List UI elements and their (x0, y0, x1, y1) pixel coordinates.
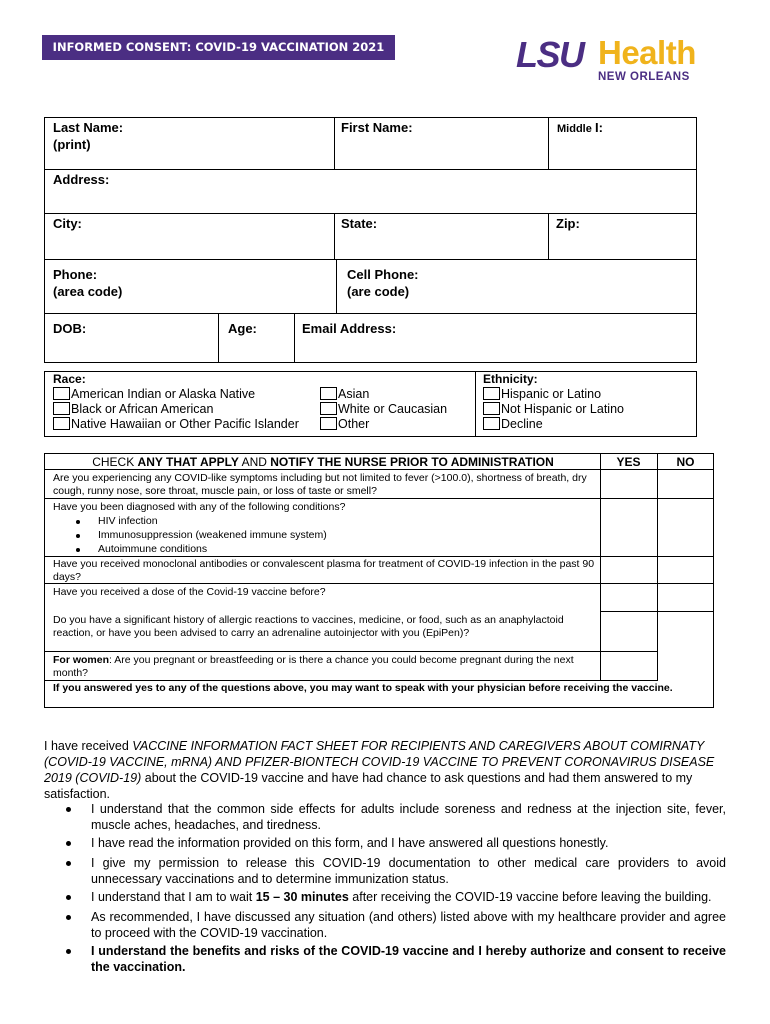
city-label: City: (53, 216, 82, 231)
consent-bullet-read-info: I have read the information provided on this form, and I have answered all questions honestly. (91, 835, 726, 851)
ethnicity-label: Ethnicity: (483, 372, 538, 386)
zip-label: Zip: (556, 216, 580, 231)
middle-label: Middle (557, 123, 592, 135)
fact-sheet-title: VACCINE INFORMATION FACT SHEET FOR RECIPIENTS AND CAREGIVERS ABOUT COMIRNATY (COVID-19 VACCINE, mRNA) AND PFIZER-BIONTECH COVID-19 VACCINE TO PREVENT CORONAVIRUS DISEASE 2019 (COVID-19) (44, 739, 715, 785)
consent-bullet-side-effects: I understand that the common side effects for adults include soreness and redness at the injection site, fever, muscle aches, headaches, and tiredness. (91, 802, 726, 832)
cell-phone-field[interactable] (430, 262, 692, 310)
wait-duration: 15 – 30 minutes (255, 890, 349, 904)
email-field[interactable] (405, 316, 692, 360)
address-field[interactable] (120, 172, 690, 210)
race-option-label: Native Hawaiian or Other Pacific Islander (71, 417, 299, 431)
first-name-field[interactable] (420, 120, 544, 165)
logo-lsu: LSU (516, 34, 584, 75)
consent-bullet-discussed: As recommended, I have discussed any situation (and others) listed above with my healthcare provider and agree to proceed with the COVID-19 vaccination. (91, 910, 726, 940)
intro-text-end: about the COVID-19 vaccine and have had chance to ask questions and had them answered to my satisfaction. (44, 771, 693, 801)
question-previous-dose: Have you received a dose of the Covid-19 vaccine before? (53, 586, 326, 598)
age-field[interactable] (262, 316, 292, 360)
ethnicity-option-label: Not Hispanic or Latino (501, 402, 624, 416)
race-option-pacific-islander[interactable] (53, 417, 299, 432)
checkbox[interactable] (320, 402, 337, 415)
state-label: State: (341, 216, 378, 231)
answer-no-symptoms[interactable] (658, 470, 714, 498)
yes-column-header: YES (616, 455, 641, 469)
questions-footer-note: If you answered yes to any of the questions above, you may want to speak with your physician before receiving the vaccine. (53, 682, 673, 694)
condition-item: Immunosuppression (weakened immune system) (98, 529, 327, 541)
phone-field[interactable] (140, 262, 330, 310)
city-field[interactable] (90, 216, 330, 256)
pregnancy-text: : Are you pregnant or breastfeeding or is there a chance you could become pregnant during the next month? (53, 654, 574, 679)
race-option-other[interactable] (320, 417, 369, 432)
checkbox[interactable] (53, 402, 70, 415)
race-option-label: American Indian or Alaska Native (71, 387, 256, 401)
form-title-box (42, 35, 395, 60)
answer-no-previous-dose[interactable] (658, 584, 714, 611)
consent-intro (44, 738, 734, 802)
question-allergies: Do you have a significant history of allergic reactions to vaccines, medicine, or food, such as an anaphylactoid reaction, or have you been advised to carry an adrenaline autoinjector with you (EpiPen)? (53, 614, 564, 639)
consent-bullet-authorize: I understand the benefits and risks of the COVID-19 vaccine and I hereby authorize and consent to receive the vaccination. (91, 944, 726, 974)
lsu-health-logo (516, 34, 696, 86)
race-option-label: Black or African American (71, 402, 214, 416)
ethnicity-option-label: Hispanic or Latino (501, 387, 602, 401)
consent-bullet-wait (91, 889, 726, 905)
last-name-field[interactable] (140, 120, 330, 165)
question-pregnancy (53, 654, 598, 680)
answer-yes-previous-dose[interactable] (601, 584, 657, 611)
middle-initial-field[interactable] (612, 120, 692, 165)
print-label: (print) (53, 137, 91, 152)
ethnicity-option-not-hispanic[interactable] (483, 402, 624, 417)
answer-yes-monoclonal[interactable] (601, 557, 657, 583)
dob-label: DOB: (53, 321, 87, 336)
ethnicity-option-hispanic[interactable] (483, 387, 601, 402)
state-field[interactable] (385, 216, 543, 256)
age-label: Age: (228, 321, 257, 336)
answer-yes-symptoms[interactable] (601, 470, 657, 498)
ethnicity-option-label: Decline (501, 417, 543, 431)
header-text: CHECK (92, 455, 138, 469)
cell-area-code-label: (are code) (347, 284, 410, 299)
question-monoclonal: Have you received monoclonal antibodies or convalescent plasma for treatment of COVID-19 infection in the past 90 days? (53, 558, 595, 583)
wait-text-end: after receiving the COVID-19 vaccine before leaving the building. (348, 890, 712, 904)
zip-field[interactable] (590, 216, 692, 256)
ethnicity-option-decline[interactable] (483, 417, 543, 432)
race-option-asian[interactable] (320, 387, 369, 402)
race-option-label: White or Caucasian (338, 402, 448, 416)
race-option-white[interactable] (320, 402, 447, 417)
header-bold-1: ANY THAT APPLY (137, 455, 239, 469)
answer-no-conditions[interactable] (658, 499, 714, 556)
middle-initial-label: I: (595, 120, 603, 135)
answer-no-allergies[interactable] (658, 612, 714, 651)
checkbox[interactable] (483, 417, 500, 430)
header-bold-2: NOTIFY THE NURSE PRIOR TO ADMINISTRATION (270, 455, 554, 469)
form-title: INFORMED CONSENT: COVID-19 VACCINATION 2021 (52, 40, 385, 54)
logo-new-orleans: NEW ORLEANS (598, 71, 690, 83)
checkbox[interactable] (320, 387, 337, 400)
intro-text: I have received (44, 739, 133, 753)
phone-label: Phone: (53, 267, 98, 282)
dob-field[interactable] (90, 316, 214, 360)
questions-header (48, 455, 598, 469)
address-label: Address: (53, 172, 110, 187)
question-symptoms: Are you experiencing any COVID-like symptoms including but not limited to fever (>100.0), shortness of breath, dry cough, runny nose, sore throat, muscle pain, or loss of taste or smell? (53, 472, 587, 497)
checkbox[interactable] (483, 387, 500, 400)
answer-yes-pregnancy[interactable] (601, 652, 657, 680)
logo-health: Health (598, 34, 696, 71)
header-text-mid: AND (238, 455, 271, 469)
race-option-label: Asian (338, 387, 370, 401)
race-option-black[interactable] (53, 402, 213, 417)
no-column-header: NO (676, 455, 695, 469)
checkbox[interactable] (320, 417, 337, 430)
race-option-label: Other (338, 417, 370, 431)
answer-yes-allergies[interactable] (601, 612, 657, 651)
race-option-american-indian[interactable] (53, 387, 255, 402)
checkbox[interactable] (53, 417, 70, 430)
condition-item: Autoimmune conditions (98, 543, 208, 555)
answer-no-monoclonal[interactable] (658, 557, 714, 583)
first-name-label: First Name: (341, 120, 413, 135)
for-women-label: For women (53, 654, 110, 666)
race-label: Race: (53, 372, 86, 386)
condition-item: HIV infection (98, 515, 158, 527)
answer-no-pregnancy[interactable] (658, 652, 714, 680)
checkbox[interactable] (483, 402, 500, 415)
answer-yes-conditions[interactable] (601, 499, 657, 556)
email-label: Email Address: (302, 321, 397, 336)
area-code-label: (area code) (53, 284, 123, 299)
cell-phone-label: Cell Phone: (347, 267, 419, 282)
checkbox[interactable] (53, 387, 70, 400)
question-conditions: Have you been diagnosed with any of the following conditions? (53, 501, 346, 513)
wait-text: I understand that I am to wait (91, 890, 256, 904)
last-name-label: Last Name: (53, 120, 124, 135)
consent-bullet-release: I give my permission to release this COVID-19 documentation to other medical care providers to avoid unnecessary vaccinations and to determine immunization status. (91, 856, 726, 886)
